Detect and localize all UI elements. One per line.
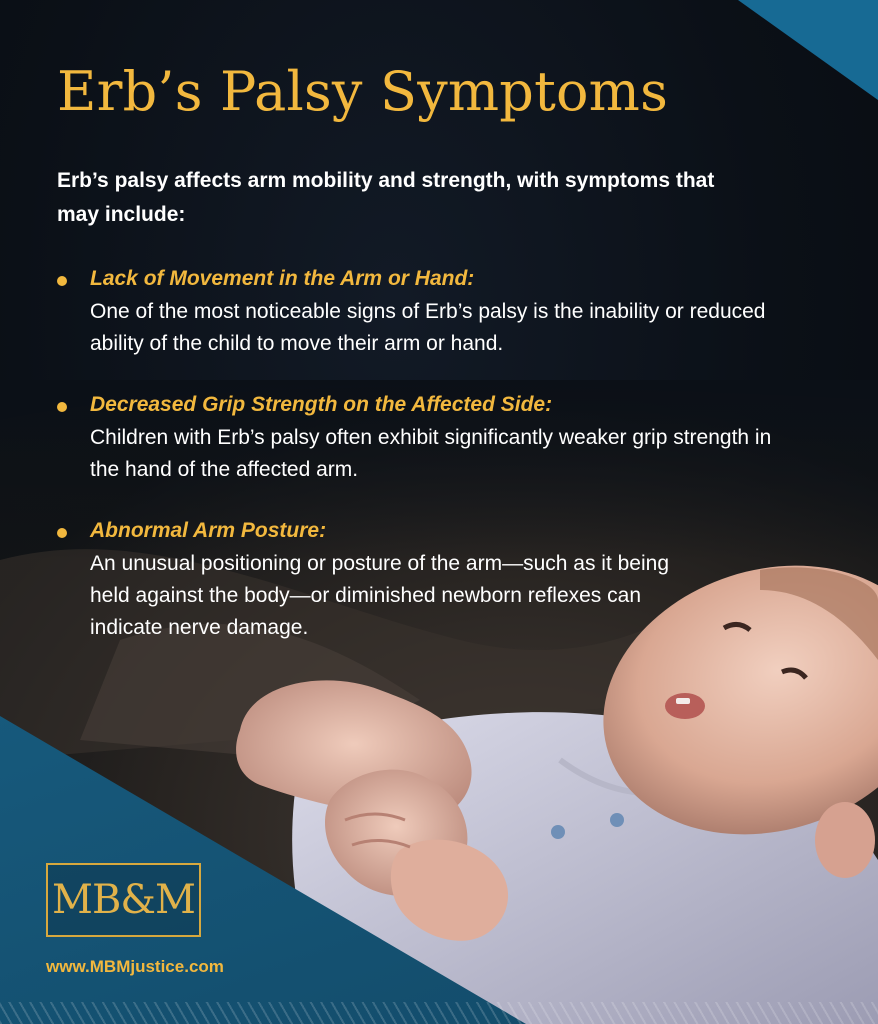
bullet-icon — [57, 402, 67, 412]
symptom-item — [57, 516, 817, 644]
symptom-title: Decreased Grip Strength on the Affected Side: — [90, 393, 553, 416]
website-link[interactable]: www.MBMjustice.com — [46, 957, 224, 976]
symptom-description: An unusual positioning or posture of the arm—such as it being held against the body—or diminished newborn reflexes can indicate nerve damage. — [90, 552, 670, 639]
mbm-logo — [46, 863, 201, 937]
symptom-item — [57, 264, 817, 360]
logo-text: MB&M — [52, 877, 195, 923]
page-title: Erb’s Palsy Symptoms — [57, 60, 668, 123]
symptom-title: Lack of Movement in the Arm or Hand: — [90, 267, 475, 290]
hatch-pattern — [0, 1002, 878, 1024]
symptom-description: Children with Erb’s palsy often exhibit significantly weaker grip strength in the hand of the affected arm. — [90, 426, 772, 481]
bullet-icon — [57, 528, 67, 538]
intro-text: Erb’s palsy affects arm mobility and strength, with symptoms that may include: — [57, 169, 715, 226]
bullet-icon — [57, 276, 67, 286]
symptom-title: Abnormal Arm Posture: — [90, 519, 327, 542]
symptom-description: One of the most noticeable signs of Erb’s palsy is the inability or reduced ability of the child to move their arm or hand. — [90, 300, 766, 355]
symptom-item — [57, 390, 817, 486]
